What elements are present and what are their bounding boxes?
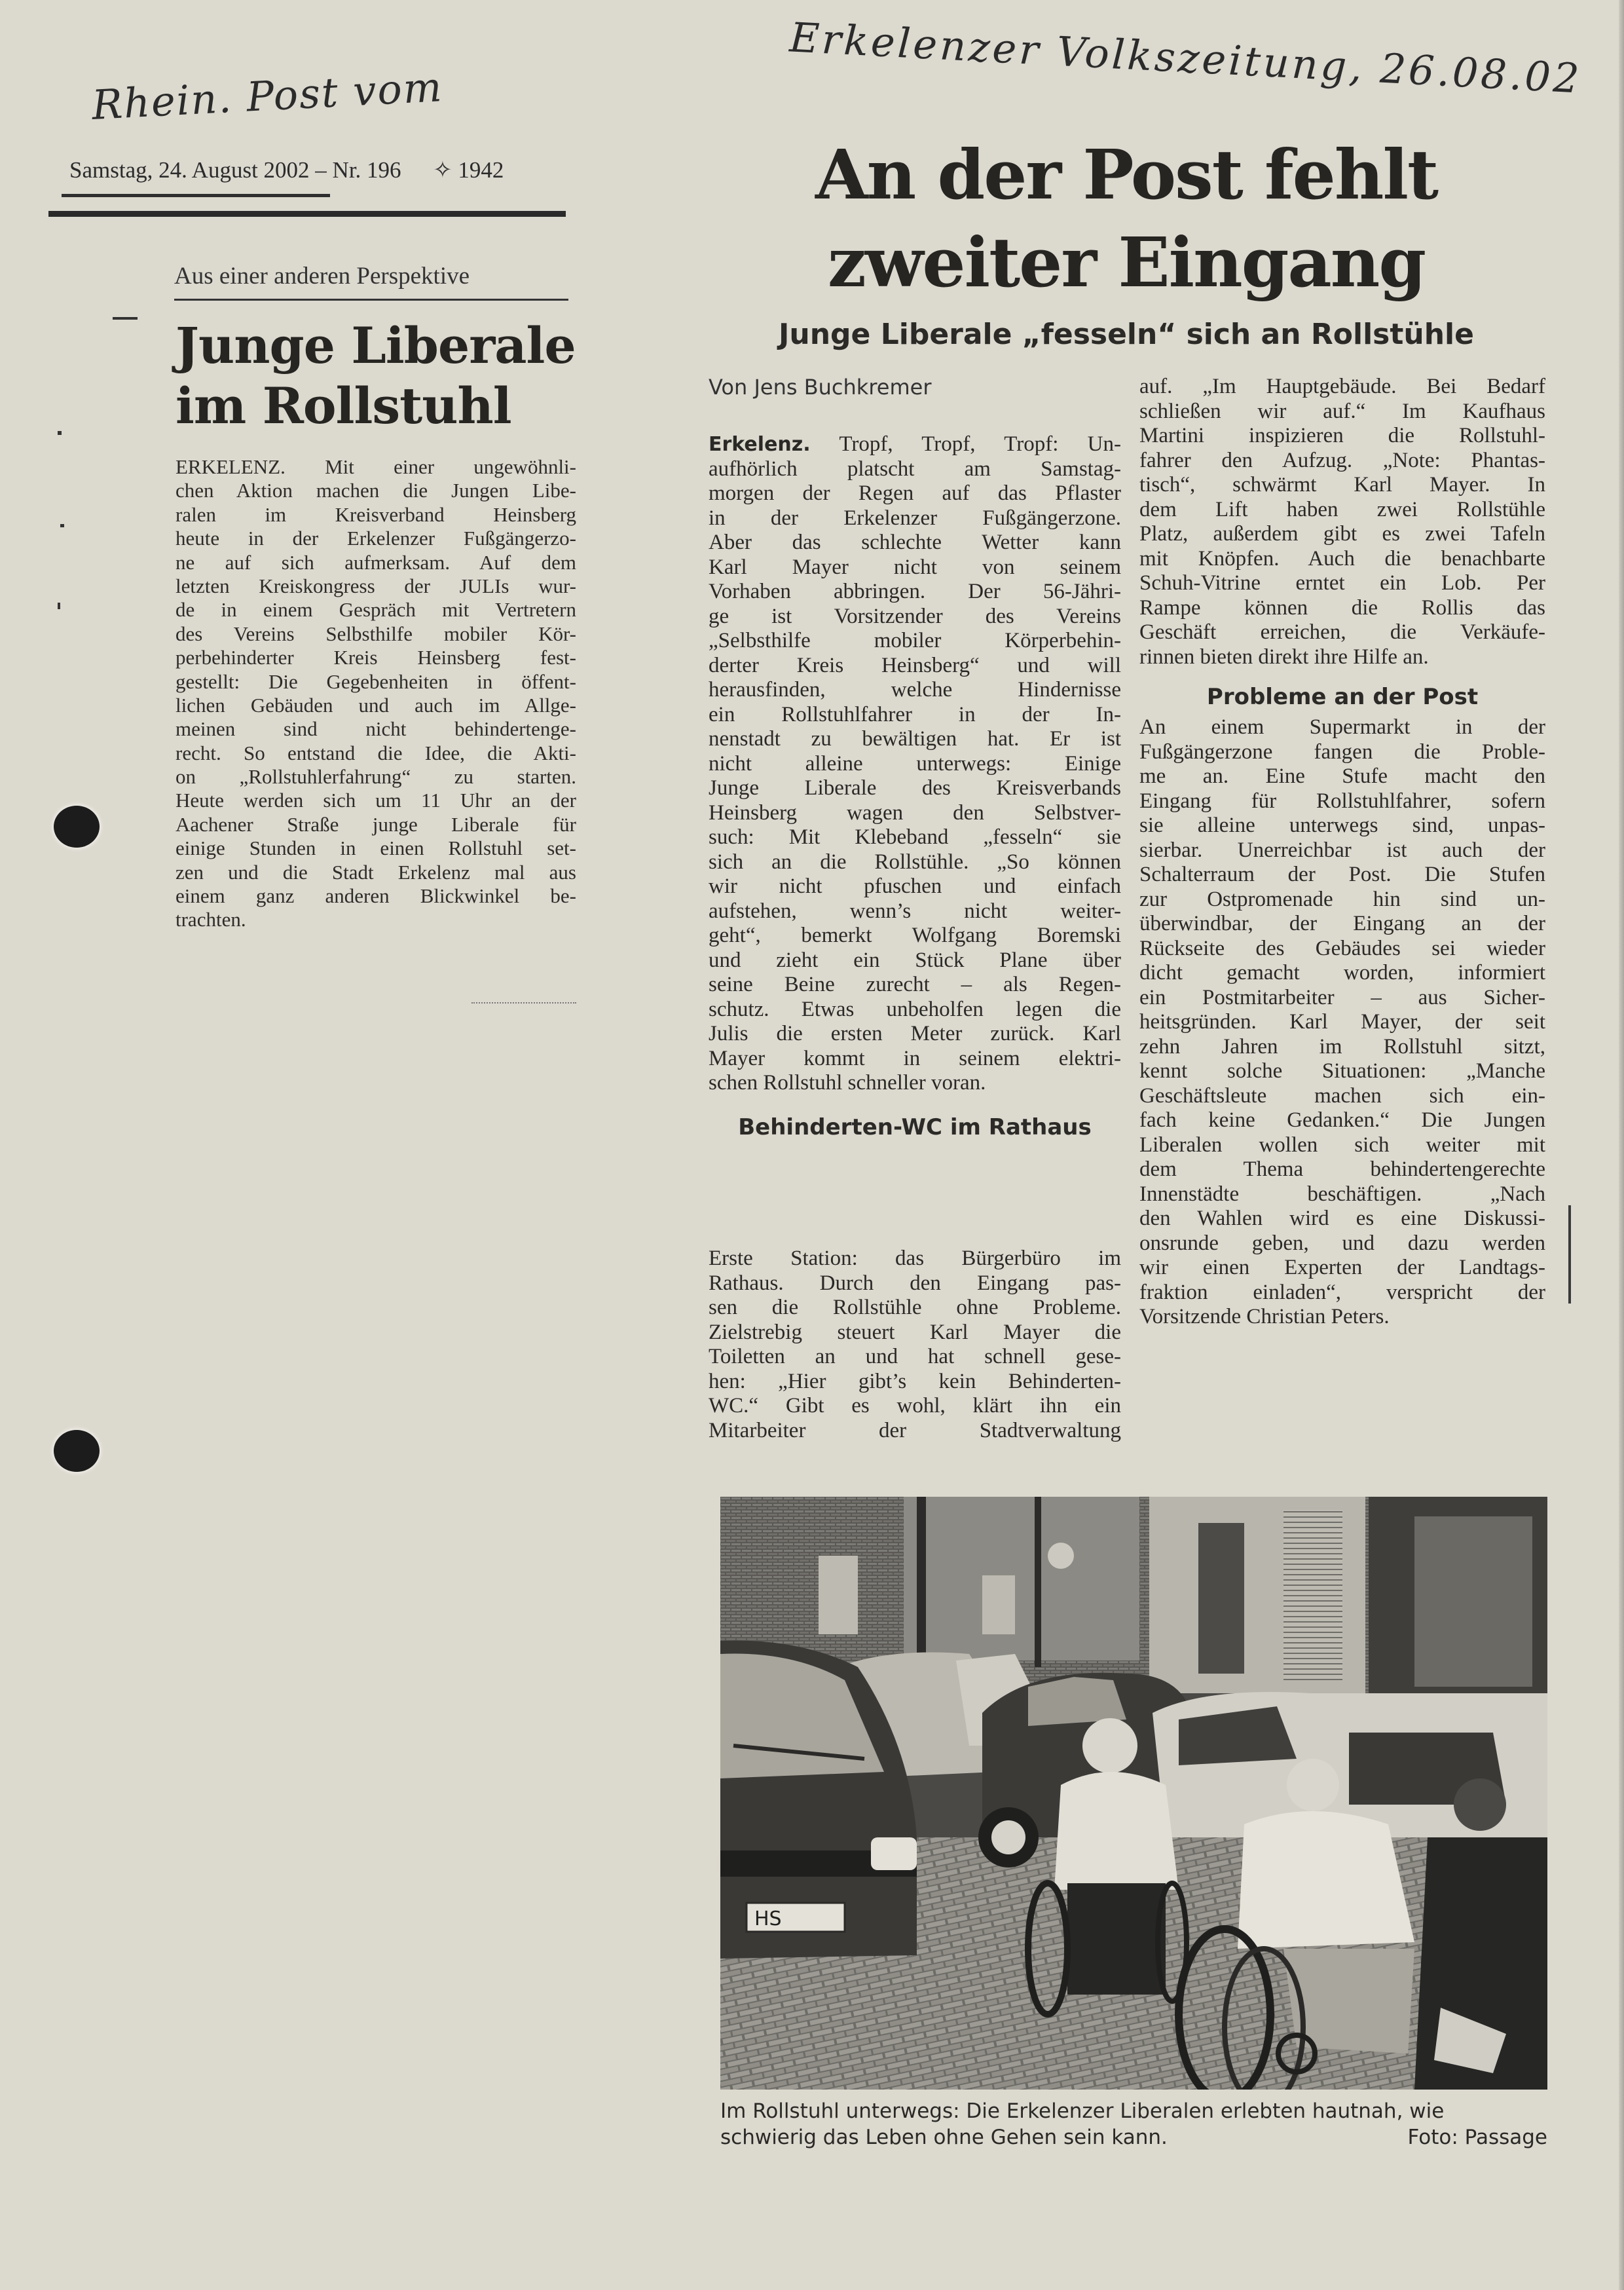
text-line-content: hen: „Hier gibt’s kein Behinderten- <box>709 1369 1121 1393</box>
text-line-content: des Vereins Selbsthilfe mobiler Kör- <box>175 622 576 645</box>
text-line-content: den Wahlen wird es eine Diskussi- <box>1139 1207 1545 1230</box>
text-line-content: Innenstädte beschäftigen. „Nach <box>1139 1182 1545 1206</box>
photo-caption <box>720 2098 1547 2150</box>
text-line <box>1139 498 1545 523</box>
text-line <box>1139 715 1545 740</box>
text-line-content: mit Knöpfen. Auch die benachbarte <box>1139 546 1545 571</box>
text-line <box>1139 1035 1545 1060</box>
text-line <box>1139 400 1545 424</box>
text-line <box>1139 838 1545 863</box>
text-line-content: Geschäftsleute machen sich ein- <box>1139 1083 1545 1108</box>
text-line <box>1139 1133 1545 1158</box>
scan-mark <box>58 603 60 609</box>
text-line <box>709 629 1121 654</box>
photo-credit: Foto: Passage <box>1407 2126 1547 2149</box>
text-line <box>175 741 576 765</box>
text-line-content: heitsgründen. Karl Mayer, der seit <box>1139 1010 1545 1034</box>
article-body <box>175 455 576 932</box>
text-line <box>1139 912 1545 937</box>
text-line-content: recht. So entstand die Idee, die Akti- <box>175 741 576 764</box>
text-line-content: ein Rollstuhlfahrer in der In- <box>709 702 1121 726</box>
text-line <box>709 1394 1121 1419</box>
text-line-content: perbehinderter Kreis Heinsberg fest- <box>175 646 576 669</box>
text-line <box>709 703 1121 728</box>
text-line <box>709 948 1121 973</box>
text-line-content: aufstehen, wenn’s nicht weiter- <box>709 899 1121 923</box>
headline-line: An der Post fehlt <box>815 134 1438 215</box>
photo-wheelchair-street-scene <box>720 1497 1547 2090</box>
text-line <box>1139 375 1545 400</box>
text-line-content: wir nicht pfuschen und einfach <box>709 874 1121 898</box>
text-line <box>1139 814 1545 838</box>
text-line-content <box>709 432 1121 457</box>
handwritten-source-note: Rhein. Post vom <box>90 63 445 129</box>
text-line <box>709 457 1121 482</box>
text-line-content: fach keine Gedanken.“ Die Jungen <box>1139 1108 1545 1132</box>
punch-hole <box>54 806 100 848</box>
text-line-content: Erste Station: das Bürgerbüro im <box>709 1247 1121 1270</box>
kicker-rule <box>174 299 568 301</box>
text-line-content: Heute werden sich um 11 Uhr an der <box>175 789 576 812</box>
text-line <box>1139 961 1545 986</box>
text-line <box>1139 789 1545 814</box>
text-line-content: An einem Supermarkt in der <box>1139 715 1545 739</box>
text-line <box>175 717 576 741</box>
text-line-content: on „Rollstuhlerfahrung“ zu starten. <box>175 765 576 789</box>
text-line <box>175 884 576 908</box>
text-line-content: Fußgängerzone fangen die Proble- <box>1139 740 1545 764</box>
text-line <box>709 973 1121 998</box>
text-line-content: Eingang für Rollstuhlfahrer, sofern <box>1139 789 1545 813</box>
text-line <box>1139 1059 1545 1084</box>
text-line <box>175 503 576 527</box>
byline: Von Jens Buchkremer <box>709 375 932 400</box>
text-line-content: schließen wir auf.“ Im Kaufhaus <box>1139 399 1545 423</box>
article-column-1 <box>709 432 1121 1148</box>
text-line-content: Junge Liberale des Kreisverbands <box>709 776 1121 800</box>
text-line-content: überwindbar, der Eingang an der <box>1139 912 1545 935</box>
caption-text: schwierig das Leben ohne Gehen sein kann. <box>720 2126 1168 2149</box>
text-line <box>709 1022 1121 1047</box>
text-line-content: Rückseite des Gebäudes sei wieder <box>1139 936 1545 960</box>
text-line-rest: Tropf, Tropf, Tropf: Un- <box>810 432 1121 456</box>
text-line-content: meinen sind nicht behindertenge- <box>175 717 576 741</box>
masthead <box>69 157 504 183</box>
text-line <box>175 455 576 479</box>
text-line <box>709 678 1121 703</box>
main-headline <box>720 131 1532 307</box>
text-line <box>1139 1231 1545 1256</box>
text-line-content: Vorsitzende Christian Peters. <box>1139 1305 1390 1328</box>
text-line <box>1139 547 1545 572</box>
text-line <box>1139 888 1545 912</box>
text-line <box>175 765 576 789</box>
text-line-content: dicht gemacht worden, informiert <box>1139 961 1545 985</box>
section-subhead: Probleme an der Post <box>1206 684 1479 710</box>
text-line <box>709 899 1121 924</box>
text-line-content: einem ganz anderen Blickwinkel be- <box>175 884 576 908</box>
text-line <box>709 432 1121 457</box>
article-column-2 <box>1139 375 1545 1330</box>
text-line <box>709 531 1121 555</box>
text-line <box>709 1321 1121 1345</box>
text-line-content: geht“, bemerkt Wolfgang Boremski <box>709 924 1121 947</box>
text-line <box>1139 937 1545 962</box>
text-line-content: nenstadt zu bewältigen hat. Er ist <box>709 727 1121 751</box>
text-line-content: lichen Gebäuden und auch im Allge- <box>175 693 576 717</box>
masthead-underline <box>62 194 330 197</box>
text-line-content: Vorhaben abbringen. Der 56-Jähri- <box>709 580 1121 603</box>
text-line-content: Toiletten an und hat schnell gese- <box>709 1345 1121 1368</box>
text-line <box>175 598 576 622</box>
text-line-content: Rampe können die Rollis das <box>1139 595 1545 620</box>
text-line-content: fahrer den Aufzug. „Note: Phantas- <box>1139 448 1545 472</box>
text-line-content: derter Kreis Heinsberg“ und will <box>709 653 1121 677</box>
text-line-content: onsrunde geben, und dazu werden <box>1139 1231 1545 1255</box>
text-line-content: tisch“, schwärmt Karl Mayer. In <box>1139 473 1545 497</box>
text-line <box>1139 1305 1545 1330</box>
text-line <box>1139 1108 1545 1133</box>
text-line <box>175 646 576 669</box>
text-line-content: heute in der Erkelenzer Fußgängerzo- <box>175 527 576 550</box>
text-line <box>1139 596 1545 621</box>
text-line-content: wir einen Experten der Landtags- <box>1139 1256 1545 1279</box>
text-line-content: herausfinden, welche Hindernisse <box>709 678 1121 702</box>
masthead-page-code: 1942 <box>458 157 504 183</box>
text-line <box>1139 522 1545 547</box>
text-line <box>1139 740 1545 765</box>
text-line <box>175 694 576 717</box>
text-line <box>709 1296 1121 1321</box>
text-line <box>1139 764 1545 789</box>
text-line <box>1139 1084 1545 1109</box>
text-line <box>175 479 576 502</box>
headline-line: im Rollstuhl <box>175 377 511 435</box>
text-line-content: letzten Kreiskongress der JULIs wur- <box>175 574 576 597</box>
text-line-content: dem Thema behindertengerechte <box>1139 1157 1545 1181</box>
text-line <box>175 527 576 550</box>
text-line-content: Aachener Straße junge Liberale für <box>175 812 576 836</box>
text-line <box>175 908 576 931</box>
text-line-content: Schalterraum der Post. Die Stufen <box>1139 863 1545 886</box>
text-line-content: sich an die Rollstühle. „So können <box>709 850 1121 874</box>
text-line <box>175 836 576 860</box>
text-line-content: ge ist Vorsitzender des Vereins <box>709 604 1121 628</box>
main-subheadline: Junge Liberale „fesseln“ sich an Rollstühle <box>779 318 1474 351</box>
text-line-content: de in einem Gespräch mit Vertretern <box>175 598 576 622</box>
text-line <box>1139 424 1545 449</box>
text-line <box>1139 1256 1545 1281</box>
margin-mark <box>1568 1205 1571 1304</box>
text-line <box>1139 473 1545 498</box>
text-line-content: ralen im Kreisverband Heinsberg <box>175 502 576 526</box>
text-line-content: fraktion einladen“, verspricht der <box>1139 1280 1545 1304</box>
text-line <box>175 551 576 574</box>
text-line <box>175 813 576 836</box>
text-line-content: trachten. <box>175 908 246 931</box>
text-line <box>175 622 576 646</box>
text-line-content: Heinsberg wagen den Selbstver- <box>709 800 1121 825</box>
headline-line: Junge Liberale <box>175 316 576 375</box>
masthead-date: Samstag, 24. August 2002 – Nr. 196 <box>69 157 401 183</box>
text-line <box>709 481 1121 506</box>
text-line <box>175 861 576 884</box>
masthead-rule <box>48 211 566 217</box>
text-line <box>709 1419 1121 1444</box>
text-line <box>709 555 1121 580</box>
article-photo <box>720 1497 1547 2090</box>
text-line <box>709 1247 1121 1271</box>
text-line <box>709 752 1121 777</box>
article-end-mark <box>471 1002 576 1005</box>
text-line-content: nicht alleine unterwegs: Einige <box>709 751 1121 776</box>
text-line <box>1139 620 1545 645</box>
text-line-content: Platz, außerdem gibt es zwei Tafeln <box>1139 522 1545 546</box>
text-line-content: morgen der Regen auf das Pflaster <box>709 481 1121 505</box>
text-line <box>709 727 1121 752</box>
text-line <box>1139 1010 1545 1035</box>
article-headline <box>175 316 595 436</box>
text-line <box>709 1071 1121 1096</box>
text-line <box>709 1047 1121 1072</box>
scan-mark <box>58 431 62 435</box>
text-line <box>709 998 1121 1023</box>
text-line <box>709 605 1121 629</box>
text-line-content: me an. Eine Stufe macht den <box>1139 764 1545 788</box>
text-line <box>1139 1157 1545 1182</box>
text-line-content: gestellt: Die Gegebenheiten in öffent- <box>175 669 576 693</box>
text-line-content: Martini inspizieren die Rollstuhl- <box>1139 424 1545 447</box>
text-line-content: ERKELENZ. Mit einer ungewöhnli- <box>175 455 576 478</box>
text-line-content: Liberalen wollen sich weiter mit <box>1139 1133 1545 1157</box>
text-line-content: Mayer kommt in seinem elektri- <box>709 1046 1121 1070</box>
text-line <box>1139 1182 1545 1207</box>
text-line-content: ein Postmitarbeiter – aus Sicher- <box>1139 985 1545 1009</box>
text-line-content: Schuh-Vitrine erntet ein Lob. Per <box>1139 571 1545 595</box>
scan-mark <box>113 317 138 320</box>
text-line-content: dem Lift haben zwei Rollstühle <box>1139 497 1545 521</box>
text-line <box>175 670 576 694</box>
text-line-content: schen Rollstuhl schneller voran. <box>709 1071 986 1095</box>
text-line-content: sen die Rollstühle ohne Probleme. <box>709 1296 1121 1319</box>
text-line-content: chen Aktion machen die Jungen Libe- <box>175 479 576 502</box>
text-line <box>1139 1281 1545 1305</box>
license-plate: HS <box>754 1907 782 1930</box>
text-line <box>175 789 576 812</box>
paper-edge <box>1619 0 1624 2290</box>
text-line-content: einige Stunden in einen Rollstuhl set- <box>175 836 576 860</box>
text-line-content: Rathaus. Durch den Eingang pas- <box>709 1271 1121 1295</box>
scan-mark <box>60 524 64 527</box>
text-line <box>709 1271 1121 1296</box>
caption-text: Im Rollstuhl unterwegs: Die Erkelenzer Liberalen erlebten hautnah, wie <box>720 2099 1445 2123</box>
text-line-content: such: Mit Klebeband „fesseln“ sie <box>709 825 1121 849</box>
text-line-content: „Selbsthilfe mobiler Körperbehin- <box>709 629 1121 652</box>
dateline: Erkelenz. <box>709 433 811 456</box>
text-line-content: kennt solche Situationen: „Manche <box>1139 1059 1545 1083</box>
text-line <box>709 1345 1121 1370</box>
text-line-content: sie alleine unterwegs sind, unpas- <box>1139 814 1545 837</box>
text-line <box>709 506 1121 531</box>
punch-hole <box>54 1430 100 1472</box>
text-line <box>709 801 1121 826</box>
text-line <box>1139 449 1545 474</box>
text-line-content: Geschäft erreichen, die Verkäufe- <box>1139 620 1545 644</box>
handwritten-source-note: Erkelenzer Volkszeitung, 26.08.02 <box>788 13 1583 103</box>
text-line-content: zur Ostpromenade hin sind un- <box>1139 887 1545 911</box>
text-line <box>709 924 1121 948</box>
text-line <box>1139 645 1545 670</box>
text-line <box>709 776 1121 801</box>
text-line-content: aufhörlich platscht am Samstag- <box>709 457 1121 481</box>
text-line <box>1139 986 1545 1011</box>
text-line-content: Aber das schlechte Wetter kann <box>709 531 1121 554</box>
text-line-content: zehn Jahren im Rollstuhl sitzt, <box>1139 1034 1545 1059</box>
text-line-content: ne auf sich aufmerksam. Auf dem <box>175 550 576 574</box>
diamond-icon: ✧ <box>433 157 452 183</box>
text-line-content: auf. „Im Hauptgebäude. Bei Bedarf <box>1139 375 1545 398</box>
text-line-content: Karl Mayer nicht von seinem <box>709 555 1121 579</box>
text-line-content: zen und die Stadt Erkelenz mal aus <box>175 860 576 884</box>
text-line <box>1139 1207 1545 1231</box>
text-line-content: schutz. Etwas unbeholfen legen die <box>709 997 1121 1021</box>
text-line-content: Mitarbeiter der Stadtverwaltung <box>709 1418 1121 1442</box>
text-line <box>709 850 1121 875</box>
section-subhead: Behinderten-WC im Rathaus <box>738 1114 1092 1140</box>
text-line <box>709 825 1121 850</box>
text-line-content: Julis die ersten Meter zurück. Karl <box>709 1022 1121 1045</box>
text-line <box>709 654 1121 679</box>
text-line-content: rinnen bieten direkt ihre Hilfe an. <box>1139 645 1429 669</box>
text-line-content: und zieht ein Stück Plane über <box>709 948 1121 972</box>
headline-line: zweiter Eingang <box>827 222 1426 303</box>
text-line <box>1139 863 1545 888</box>
article-kicker: Aus einer anderen Perspektive <box>174 263 470 290</box>
text-line-content: in der Erkelenzer Fußgängerzone. <box>709 506 1121 530</box>
text-line <box>709 1370 1121 1395</box>
text-line <box>709 580 1121 605</box>
text-line-content: WC.“ Gibt es wohl, klärt ihn ein <box>709 1394 1121 1417</box>
text-line <box>709 874 1121 899</box>
article-column-1b <box>709 1247 1121 1443</box>
text-line <box>1139 571 1545 596</box>
text-line-content: Zielstrebig steuert Karl Mayer die <box>709 1320 1121 1344</box>
text-line <box>175 574 576 598</box>
text-line-content: seine Beine zurecht – als Regen- <box>709 973 1121 996</box>
text-line-content: sierbar. Unerreichbar ist auch der <box>1139 838 1545 862</box>
